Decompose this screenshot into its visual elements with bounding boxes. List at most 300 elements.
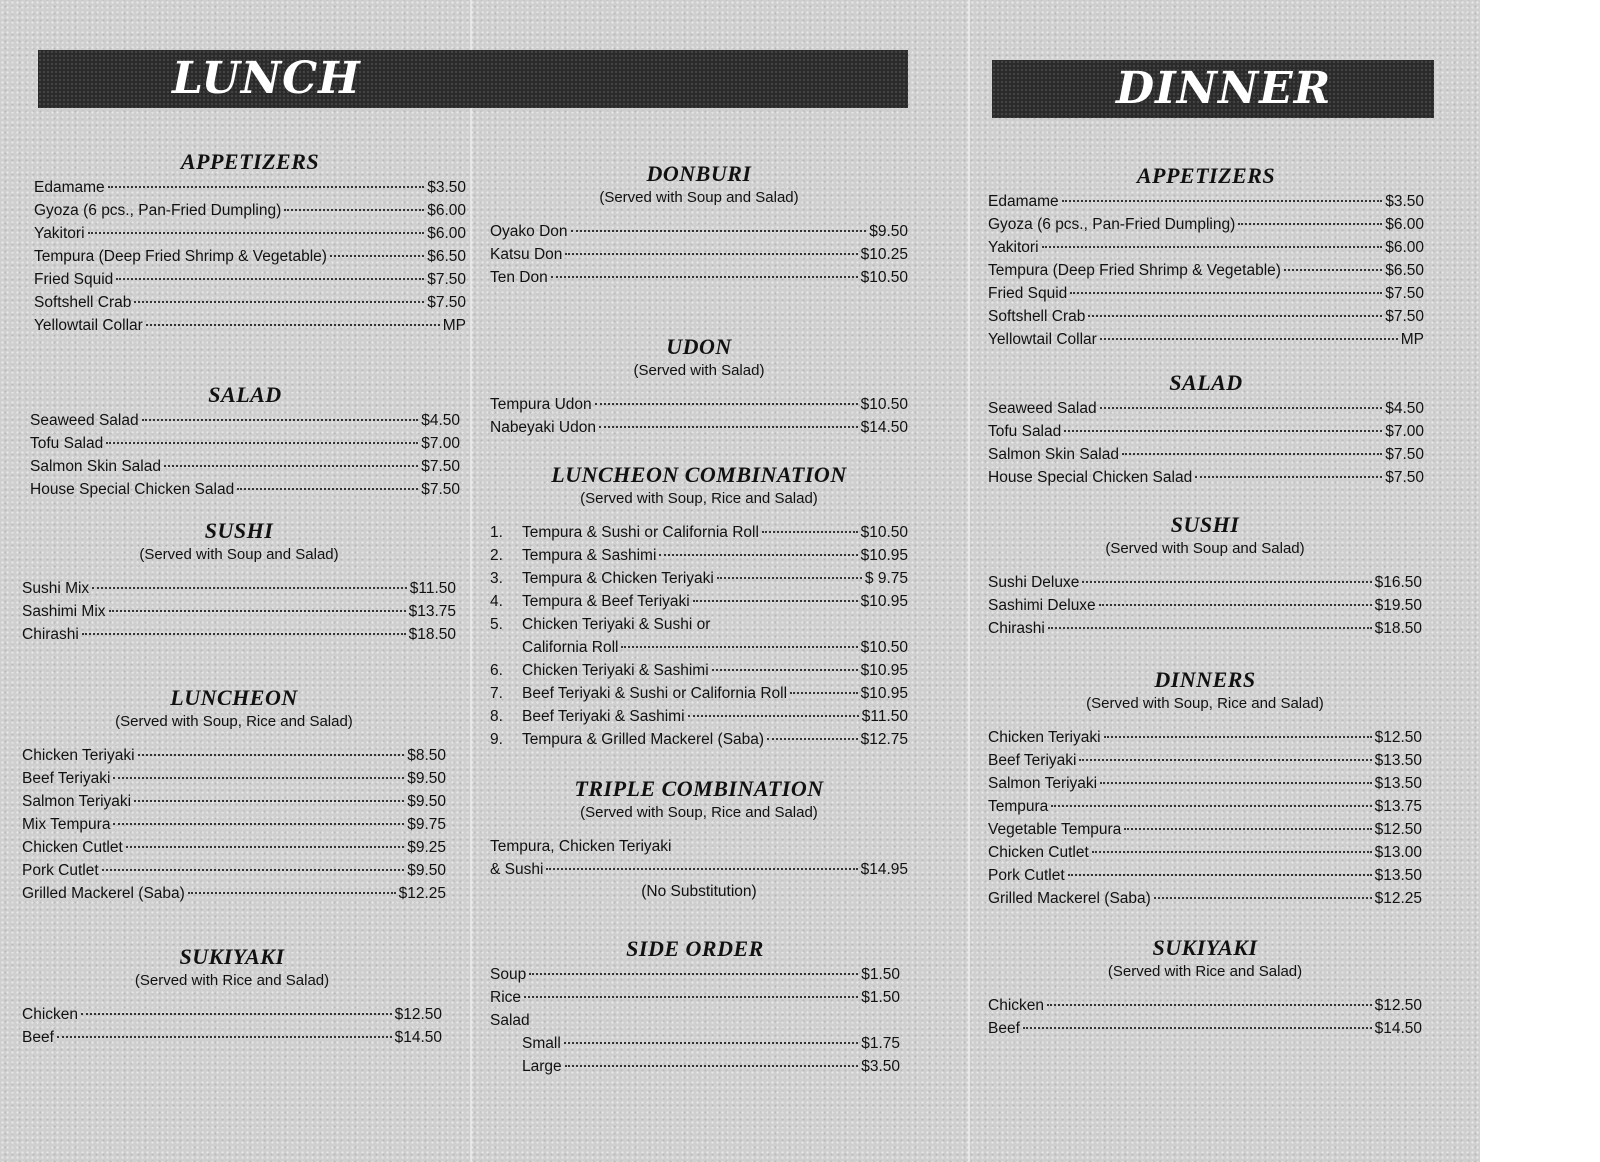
- item-name: Small: [522, 1035, 561, 1052]
- section-title: SALAD: [208, 382, 282, 407]
- dot-leader: [659, 554, 857, 556]
- dot-leader: [564, 1042, 858, 1044]
- menu-item: [988, 236, 1424, 259]
- item-name: Tempura & Sashimi: [522, 547, 657, 564]
- item-price: $3.50: [427, 179, 466, 196]
- menu-item: [490, 544, 908, 567]
- item-name: Fried Squid: [988, 285, 1068, 302]
- section-subtitle: (Served with Soup, Rice and Salad): [580, 804, 818, 821]
- dot-leader: [1284, 269, 1382, 271]
- item-name: Mix Tempura: [22, 816, 111, 833]
- dot-leader: [767, 738, 858, 740]
- menu-item: [34, 199, 466, 222]
- item-name: Tempura & Sushi or California Roll: [522, 524, 759, 541]
- item-name: Fried Squid: [34, 271, 114, 288]
- item-price: $4.50: [1385, 400, 1424, 417]
- item-price: $12.25: [398, 885, 446, 902]
- item-name: Edamame: [988, 193, 1059, 210]
- menu-item: [988, 994, 1422, 1017]
- dot-leader: [134, 800, 404, 802]
- section-title: SUKIYAKI: [1152, 935, 1258, 960]
- dot-leader: [106, 442, 418, 444]
- dot-leader: [57, 1036, 392, 1038]
- item-name: Chirashi: [22, 626, 79, 643]
- dot-leader: [1042, 246, 1383, 248]
- item-price: $11.50: [409, 580, 456, 597]
- item-name: Gyoza (6 pcs., Pan-Fried Dumpling): [988, 216, 1236, 233]
- item-name: Ten Don: [490, 269, 548, 286]
- lunch-appetizers-section: [22, 148, 466, 337]
- dinner-appetizers-section: [988, 162, 1434, 351]
- item-name: Yakitori: [988, 239, 1039, 256]
- item-name: Sashimi Deluxe: [988, 597, 1096, 614]
- dot-leader: [1104, 736, 1372, 738]
- lunch-left-column: [22, 148, 466, 1049]
- item-price: MP: [1400, 331, 1424, 348]
- item-name: Beef Teriyaki: [988, 752, 1077, 769]
- item-price: $9.50: [407, 793, 446, 810]
- menu-item: [988, 466, 1424, 489]
- menu-item: [22, 859, 446, 882]
- menu-item: [490, 243, 908, 266]
- lunch-triple-combination-section: [490, 775, 920, 903]
- menu-item: [34, 176, 466, 199]
- item-price: $9.50: [407, 770, 446, 787]
- lunch-sukiyaki-section: [22, 943, 466, 1049]
- menu-item: [490, 728, 908, 751]
- item-name: Tempura & Grilled Mackerel (Saba): [522, 731, 765, 748]
- dot-leader: [546, 868, 857, 870]
- item-name: Chicken Teriyaki: [988, 729, 1101, 746]
- menu-item: [988, 594, 1422, 617]
- item-name: Pork Cutlet: [22, 862, 99, 879]
- menu-item: [988, 887, 1422, 910]
- dot-leader: [1051, 805, 1371, 807]
- item-price: $13.00: [1374, 844, 1422, 861]
- menu-item: [988, 305, 1424, 328]
- item-name: Nabeyaki Udon: [490, 419, 596, 436]
- dot-leader: [1100, 407, 1383, 409]
- dot-leader: [102, 869, 405, 871]
- item-price: $9.75: [407, 816, 446, 833]
- item-price: $4.50: [421, 412, 460, 429]
- item-name: Softshell Crab: [988, 308, 1086, 325]
- dot-leader: [1092, 851, 1372, 853]
- dot-leader: [571, 230, 867, 232]
- item-number: 4.: [490, 593, 503, 610]
- section-title: SUSHI: [1170, 512, 1240, 537]
- section-title: TRIPLE COMBINATION: [574, 776, 824, 801]
- item-price: $12.50: [1374, 729, 1422, 746]
- menu-item: [490, 220, 908, 243]
- item-price: $11.50: [861, 708, 908, 725]
- item-name: Tempura (Deep Fried Shrimp & Vegetable): [988, 262, 1281, 279]
- item-name: & Sushi: [490, 861, 544, 878]
- item-name: Salmon Skin Salad: [988, 446, 1119, 463]
- item-price: $12.50: [1374, 821, 1422, 838]
- item-price: $9.50: [407, 862, 446, 879]
- item-price: $12.25: [1374, 890, 1422, 907]
- menu-item: [988, 864, 1422, 887]
- item-name: Sushi Deluxe: [988, 574, 1080, 591]
- item-name: House Special Chicken Salad: [988, 469, 1193, 486]
- item-price: $1.50: [861, 989, 900, 1006]
- item-name: Oyako Don: [490, 223, 568, 240]
- item-price: $10.50: [860, 524, 908, 541]
- menu-item: [988, 1017, 1422, 1040]
- dot-leader: [146, 324, 440, 326]
- section-title: APPETIZERS: [1136, 163, 1276, 188]
- dot-leader: [1048, 627, 1372, 629]
- menu-item: [22, 836, 446, 859]
- dot-leader: [188, 892, 396, 894]
- dot-leader: [134, 301, 424, 303]
- menu-item: [988, 443, 1424, 466]
- item-name: Tempura & Beef Teriyaki: [522, 593, 690, 610]
- item-name: Sushi Mix: [22, 580, 90, 597]
- item-price: $1.75: [861, 1035, 900, 1052]
- menu-item: [490, 393, 908, 416]
- menu-item: [988, 818, 1422, 841]
- item-price: $12.75: [860, 731, 908, 748]
- item-price: $13.50: [1374, 752, 1422, 769]
- lunch-banner: [38, 50, 908, 108]
- section-subtitle: (Served with Soup, Rice and Salad): [580, 490, 818, 507]
- dot-leader: [688, 715, 859, 717]
- section-title: DONBURI: [646, 161, 752, 186]
- item-price: $7.50: [421, 458, 460, 475]
- dot-leader: [717, 577, 862, 579]
- item-name: Chicken: [22, 1006, 78, 1023]
- section-title: SUKIYAKI: [179, 944, 285, 969]
- menu-item: [490, 705, 908, 728]
- lunch-side-order-section: [490, 935, 920, 1078]
- item-price: $14.50: [394, 1029, 442, 1046]
- lunch-middle-column: [490, 160, 920, 1078]
- item-price: $6.00: [427, 225, 466, 242]
- menu-item: [490, 521, 908, 544]
- dot-leader: [1064, 430, 1382, 432]
- item-name: Beef Teriyaki: [22, 770, 111, 787]
- item-name: Yellowtail Collar: [34, 317, 143, 334]
- item-price: $10.50: [860, 269, 908, 286]
- dot-leader: [1100, 338, 1398, 340]
- menu-item: [522, 1055, 900, 1078]
- item-price: $7.00: [1385, 423, 1424, 440]
- item-name: Beef: [22, 1029, 54, 1046]
- menu-item: [988, 571, 1422, 594]
- fold-line: [470, 0, 472, 1162]
- item-price: $19.50: [1374, 597, 1422, 614]
- menu-item: [988, 795, 1422, 818]
- dot-leader: [138, 754, 405, 756]
- menu-item: [490, 963, 900, 986]
- item-name: Seaweed Salad: [30, 412, 139, 429]
- menu-item: [490, 590, 908, 613]
- item-name: Beef Teriyaki & Sushi or California Roll: [522, 685, 788, 702]
- item-name: Salmon Teriyaki: [988, 775, 1098, 792]
- section-title: LUNCHEON: [170, 685, 298, 710]
- menu-item: [30, 455, 460, 478]
- menu-item: [34, 245, 466, 268]
- dot-leader: [790, 692, 858, 694]
- menu-item: [988, 726, 1422, 749]
- item-price: MP: [442, 317, 466, 334]
- item-name: Chicken Cutlet: [22, 839, 123, 856]
- menu-item: [988, 397, 1424, 420]
- section-title: SIDE ORDER: [626, 936, 764, 961]
- lunch-udon-section: [490, 333, 920, 439]
- dot-leader: [693, 600, 858, 602]
- item-name: House Special Chicken Salad: [30, 481, 235, 498]
- dot-leader: [1023, 1027, 1372, 1029]
- section-title: APPETIZERS: [180, 149, 320, 174]
- item-name: Chicken Teriyaki & Sushi or: [522, 616, 711, 633]
- menu-item: [490, 659, 908, 682]
- section-subtitle: (Served with Soup, Rice and Salad): [115, 713, 353, 730]
- item-name: Yakitori: [34, 225, 85, 242]
- item-price: $9.25: [407, 839, 446, 856]
- item-number: 6.: [490, 662, 503, 679]
- dot-leader: [1062, 200, 1383, 202]
- item-name: Chicken Cutlet: [988, 844, 1089, 861]
- item-price: $7.50: [427, 271, 466, 288]
- menu-item: [490, 613, 908, 636]
- dot-leader: [1154, 897, 1372, 899]
- item-name: Edamame: [34, 179, 105, 196]
- item-name: Tempura (Deep Fried Shrimp & Vegetable): [34, 248, 327, 265]
- dot-leader: [1079, 759, 1371, 761]
- menu-item: [988, 772, 1422, 795]
- dinner-sukiyaki-section: [988, 934, 1434, 1040]
- lunch-luncheon-section: [22, 684, 466, 905]
- item-price: $6.50: [427, 248, 466, 265]
- menu-item: [22, 767, 446, 790]
- dot-leader: [82, 633, 406, 635]
- lunch-banner-title: LUNCH: [172, 53, 361, 104]
- section-subtitle: (Served with Rice and Salad): [134, 972, 330, 989]
- menu-item: [22, 577, 456, 600]
- section-title: SUSHI: [204, 518, 274, 543]
- item-name: Yellowtail Collar: [988, 331, 1097, 348]
- item-number: 9.: [490, 731, 503, 748]
- section-subtitle: (Served with Soup and Salad): [1105, 540, 1305, 557]
- item-name: Grilled Mackerel (Saba): [988, 890, 1151, 907]
- item-price: $12.50: [394, 1006, 442, 1023]
- item-name: California Roll: [522, 639, 619, 656]
- menu-item: [22, 744, 446, 767]
- menu-item: [34, 268, 466, 291]
- section-subtitle: (Served with Rice and Salad): [1107, 963, 1303, 980]
- dot-leader: [284, 209, 424, 211]
- item-number: 5.: [490, 616, 503, 633]
- dot-leader: [237, 488, 418, 490]
- dot-leader: [565, 1065, 859, 1067]
- item-name: Beef Teriyaki & Sashimi: [522, 708, 685, 725]
- dot-leader: [126, 846, 404, 848]
- item-price: $13.50: [1374, 775, 1422, 792]
- dot-leader: [1088, 315, 1382, 317]
- item-name: Large: [522, 1058, 562, 1075]
- item-name: Tofu Salad: [30, 435, 104, 452]
- dot-leader: [81, 1013, 392, 1015]
- dot-leader: [1068, 874, 1372, 876]
- item-price: $10.50: [860, 639, 908, 656]
- dot-leader: [1195, 476, 1382, 478]
- item-price: $3.50: [861, 1058, 900, 1075]
- lunch-sushi-section: [22, 517, 466, 646]
- item-name: Grilled Mackerel (Saba): [22, 885, 185, 902]
- item-name: Salmon Skin Salad: [30, 458, 161, 475]
- menu-item: [22, 882, 446, 905]
- section-title: LUNCHEON COMBINATION: [551, 462, 847, 487]
- item-name: Tempura: [988, 798, 1049, 815]
- item-price: $13.50: [1374, 867, 1422, 884]
- dot-leader: [595, 403, 858, 405]
- dot-leader: [565, 253, 857, 255]
- dot-leader: [164, 465, 418, 467]
- item-name: Vegetable Tempura: [988, 821, 1122, 838]
- item-name: Seaweed Salad: [988, 400, 1097, 417]
- menu-item: [34, 314, 466, 337]
- dot-leader: [142, 419, 419, 421]
- item-price: $6.00: [427, 202, 466, 219]
- menu-item: [988, 282, 1424, 305]
- item-name: Chicken Teriyaki & Sashimi: [522, 662, 709, 679]
- menu-item: [988, 259, 1424, 282]
- item-name: Salmon Teriyaki: [22, 793, 132, 810]
- item-number: 2.: [490, 547, 503, 564]
- menu-item: [22, 1026, 442, 1049]
- menu-item-continued: [490, 636, 908, 659]
- menu-item: [22, 623, 456, 646]
- item-price: $13.75: [1374, 798, 1422, 815]
- menu-item: [490, 986, 900, 1009]
- dot-leader: [1099, 604, 1372, 606]
- item-name: Beef: [988, 1020, 1020, 1037]
- menu-item: [988, 190, 1424, 213]
- item-price: $7.50: [427, 294, 466, 311]
- item-price: $7.50: [1385, 469, 1424, 486]
- triple-combination-line: Tempura, Chicken Teriyaki: [490, 838, 672, 855]
- menu-item: [988, 749, 1422, 772]
- menu-item: [30, 409, 460, 432]
- dot-leader: [1238, 223, 1382, 225]
- menu-item: [34, 291, 466, 314]
- menu-item: [22, 790, 446, 813]
- menu-item: [22, 813, 446, 836]
- item-name: Chicken: [988, 997, 1044, 1014]
- item-price: $7.50: [1385, 446, 1424, 463]
- dot-leader: [108, 186, 425, 188]
- dot-leader: [88, 232, 425, 234]
- dot-leader: [92, 587, 407, 589]
- item-price: $6.00: [1385, 216, 1424, 233]
- menu-item: [490, 567, 908, 590]
- item-price: $ 9.75: [864, 570, 908, 587]
- lunch-donburi-section: [490, 160, 920, 289]
- item-name: Chirashi: [988, 620, 1045, 637]
- item-name: Sashimi Mix: [22, 603, 106, 620]
- item-name: Chicken Teriyaki: [22, 747, 135, 764]
- item-price: $8.50: [407, 747, 446, 764]
- menu-item: [490, 416, 908, 439]
- section-subtitle: (Served with Soup, Rice and Salad): [1086, 695, 1324, 712]
- item-name: Soup: [490, 966, 527, 983]
- item-price: $14.95: [860, 861, 908, 878]
- item-name: Pork Cutlet: [988, 867, 1065, 884]
- dinner-banner-title: DINNER: [1116, 63, 1332, 114]
- item-number: 3.: [490, 570, 503, 587]
- menu-item: [988, 213, 1424, 236]
- item-name: Tempura & Chicken Teriyaki: [522, 570, 714, 587]
- dot-leader: [109, 610, 406, 612]
- dinner-dinners-section: [988, 666, 1434, 910]
- item-price: $10.95: [860, 662, 908, 679]
- item-price: $18.50: [1374, 620, 1422, 637]
- item-price: $12.50: [1374, 997, 1422, 1014]
- dinner-column: [988, 162, 1434, 1040]
- item-price: $10.95: [860, 547, 908, 564]
- section-subtitle: (Served with Salad): [633, 362, 765, 379]
- menu-item: [34, 222, 466, 245]
- fold-line: [968, 0, 970, 1162]
- dot-leader: [1047, 1004, 1372, 1006]
- menu-item: [988, 617, 1422, 640]
- dot-leader: [529, 973, 858, 975]
- menu-item: [490, 266, 908, 289]
- item-name: Katsu Don: [490, 246, 563, 263]
- dot-leader: [524, 996, 858, 998]
- dot-leader: [762, 531, 858, 533]
- item-price: $9.50: [869, 223, 908, 240]
- item-price: $7.00: [421, 435, 460, 452]
- no-substitution-note: (No Substitution): [641, 883, 757, 900]
- menu-item: [22, 1003, 442, 1026]
- item-price: $7.50: [1385, 308, 1424, 325]
- item-price: $14.50: [1374, 1020, 1422, 1037]
- dot-leader: [712, 669, 858, 671]
- dot-leader: [1122, 453, 1382, 455]
- menu-item: [988, 328, 1424, 351]
- dot-leader: [1082, 581, 1371, 583]
- menu-item: [22, 600, 456, 623]
- item-number: 8.: [490, 708, 503, 725]
- menu-item: [490, 682, 908, 705]
- item-name: Gyoza (6 pcs., Pan-Fried Dumpling): [34, 202, 282, 219]
- item-number: 7.: [490, 685, 503, 702]
- item-number: 1.: [490, 524, 503, 541]
- item-price: $10.95: [860, 593, 908, 610]
- item-price: $10.95: [860, 685, 908, 702]
- salad-label: Salad: [490, 1012, 530, 1029]
- dot-leader: [621, 646, 857, 648]
- section-subtitle: (Served with Soup and Salad): [139, 546, 339, 563]
- item-price: $1.50: [861, 966, 900, 983]
- menu-item: [988, 841, 1422, 864]
- item-name: Softshell Crab: [34, 294, 132, 311]
- item-price: $7.50: [421, 481, 460, 498]
- item-price: $7.50: [1385, 285, 1424, 302]
- item-price: $6.00: [1385, 239, 1424, 256]
- lunch-luncheon-combination-section: [490, 461, 920, 751]
- menu-item: [30, 478, 460, 501]
- dot-leader: [599, 426, 858, 428]
- item-price: $18.50: [408, 626, 456, 643]
- item-name: Tempura Udon: [490, 396, 592, 413]
- dinner-sushi-section: [988, 511, 1434, 640]
- dot-leader: [1070, 292, 1382, 294]
